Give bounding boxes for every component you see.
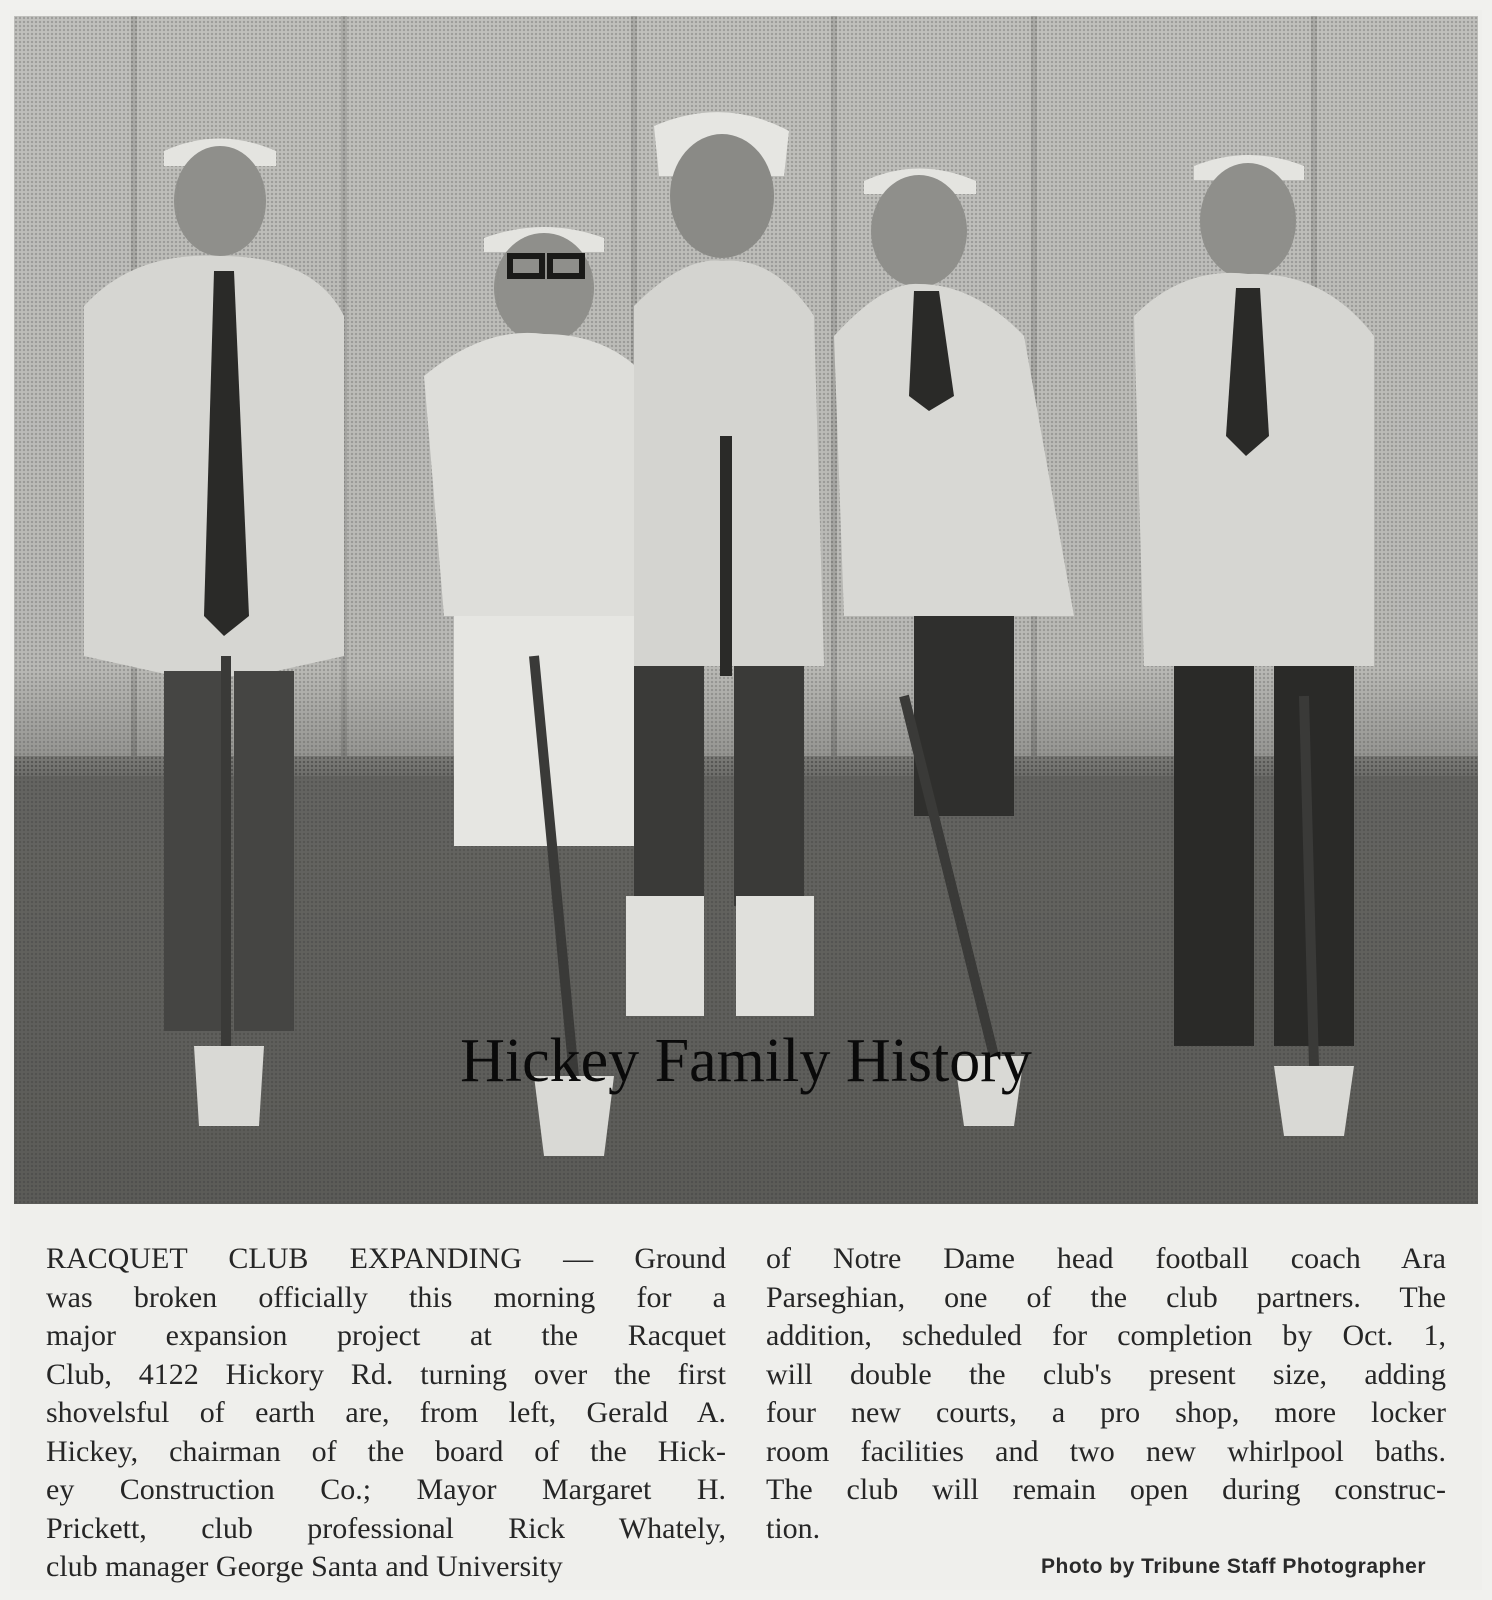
- caption-column-right: [766, 1240, 1446, 1550]
- caption-line: shovelsful of earth are, from left, Gerald A.: [46, 1396, 726, 1429]
- caption-line: The club will remain open during construc-: [766, 1473, 1446, 1506]
- caption-line: room facilities and two new whirlpool baths.: [766, 1434, 1446, 1468]
- caption-line: Hickey, chairman of the board of the Hick-: [46, 1434, 726, 1468]
- caption-column-left: [46, 1240, 726, 1583]
- caption-line: Prickett, club professional Rick Whately,: [46, 1511, 726, 1545]
- caption-line: will double the club's present size, adding: [766, 1357, 1446, 1391]
- caption-line: Parseghian, one of the club partners. The: [766, 1280, 1446, 1314]
- caption-line: addition, scheduled for completion by Oct. 1,: [766, 1319, 1446, 1352]
- caption-line: Club, 4122 Hickory Rd. turning over the first: [46, 1357, 726, 1391]
- newspaper-clipping: [10, 10, 1482, 1590]
- caption-line: was broken officially this morning for a: [46, 1280, 726, 1314]
- caption-line: ey Construction Co.; Mayor Margaret H.: [46, 1473, 726, 1506]
- caption-line: four new courts, a pro shop, more locker: [766, 1396, 1446, 1429]
- photo-credit: Photo by Tribune Staff Photographer: [1041, 1555, 1426, 1578]
- caption-line: RACQUET CLUB EXPANDING — Ground: [46, 1242, 726, 1275]
- caption-line: club manager George Santa and University: [46, 1550, 563, 1583]
- caption-line: major expansion project at the Racquet: [46, 1319, 726, 1352]
- caption-line: of Notre Dame head football coach Ara: [766, 1242, 1446, 1275]
- caption-line: tion.: [766, 1511, 821, 1545]
- halftone-photo: [14, 16, 1478, 1204]
- watermark-text: Hickey Family History: [460, 1027, 1032, 1095]
